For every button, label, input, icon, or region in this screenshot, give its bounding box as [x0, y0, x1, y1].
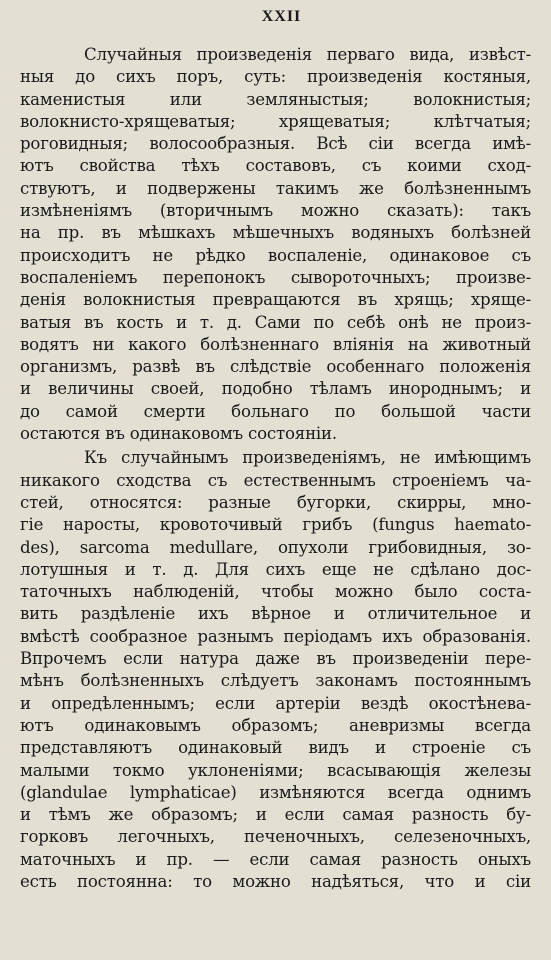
text-line: вить раздѣленіе ихъ вѣрное и отличительное и — [20, 604, 531, 624]
text-line: и опредѣленнымъ; если артеріи вездѣ окостѣнева- — [20, 693, 531, 713]
text-line: организмъ, развѣ въ слѣдствіе особеннаго положенія — [20, 357, 531, 377]
text-line: ютъ свойства тѣхъ составовъ, съ коими сход- — [20, 156, 531, 176]
text-line: ватыя въ кость и т. д. Сами по себѣ онѣ не произ- — [20, 312, 531, 332]
text-line: представляютъ одинаковый видъ и строеніе съ — [20, 738, 531, 758]
text-line: стей, относятся: разные бугорки, скирры, мно- — [20, 492, 531, 512]
text-line: есть постоянна: то можно надѣяться, что и сіи — [20, 871, 531, 891]
text-line: водятъ ни какого болѣзненнаго вліянія на животный — [20, 334, 531, 354]
text-line: и тѣмъ же образомъ; и если самая разность бу- — [20, 805, 531, 825]
text-line: ныя до сихъ поръ, суть: произведенія костяныя, — [20, 67, 531, 87]
text-line: ютъ одинаковымъ образомъ; аневризмы всегда — [20, 715, 531, 735]
text-line: вмѣстѣ сообразное разнымъ періодамъ ихъ образованія. — [20, 626, 531, 646]
text-line: горковъ легочныхъ, печеночныхъ, селезеночныхъ, — [20, 827, 531, 847]
text-line: ствуютъ, и подвержены такимъ же болѣзненнымъ — [20, 178, 531, 198]
text-line: Впрочемъ если натура даже въ произведеніи пере- — [20, 649, 531, 669]
text-line: никакого сходства съ естественнымъ строеніемъ ча- — [20, 470, 531, 490]
text-line: роговидныя; волосообразныя. Всѣ сіи всегда имѣ- — [20, 134, 531, 154]
text-line: денія волокнистыя превращаются въ хрящь; хряще- — [20, 290, 531, 310]
text-line: и величины своей, подобно тѣламъ инороднымъ; и — [20, 379, 531, 399]
text-line: волокнисто-хрящеватыя; хрящеватыя; клѣтчатыя; — [20, 111, 531, 131]
text-line: остаются въ одинаковомъ состояніи. — [20, 424, 337, 444]
text-line: измѣненіямъ (вторичнымъ можно сказать): такъ — [20, 201, 531, 221]
text-line: каменистыя или земляныстыя; волокнистыя; — [20, 89, 531, 109]
text-line: гіе наросты, кровоточивый грибъ (fungus haemato- — [20, 515, 531, 535]
paragraph-1 — [20, 44, 531, 445]
text-line: (glandulae lymphaticae) измѣняются всегда однимъ — [20, 782, 531, 802]
text-line: воспаленіемъ перепонокъ сывороточныхъ; произве- — [20, 267, 531, 287]
text-line: малыми токмо уклоненіями; всасывающія железы — [20, 760, 531, 780]
page-number-header: XXII — [261, 8, 302, 25]
text-line: мѣнъ болѣзненныхъ слѣдуетъ законамъ постояннымъ — [20, 671, 531, 691]
text-line: Случайныя произведенія перваго вида, извѣст- — [84, 45, 531, 64]
text-line: происходитъ не рѣдко воспаленіе, одинаковое съ — [20, 245, 531, 265]
paragraph-2 — [20, 447, 531, 893]
text-line: des), sarcoma medullare, опухоли грибовидныя, зо- — [20, 537, 531, 557]
text-line: на пр. въ мѣшкахъ мѣшечныхъ водяныхъ болѣзней — [20, 223, 531, 243]
text-line: Къ случайнымъ произведеніямъ, не имѣющимъ — [84, 448, 531, 468]
text-line: лотушныя и т. д. Для сихъ еще не сдѣлано дос- — [20, 559, 531, 579]
text-line: маточныхъ и пр. — если самая разность оныхъ — [20, 849, 531, 869]
text-line: таточныхъ наблюденій, чтобы можно было состa- — [20, 582, 531, 602]
text-line: до самой смерти больнаго по большой части — [20, 401, 531, 421]
